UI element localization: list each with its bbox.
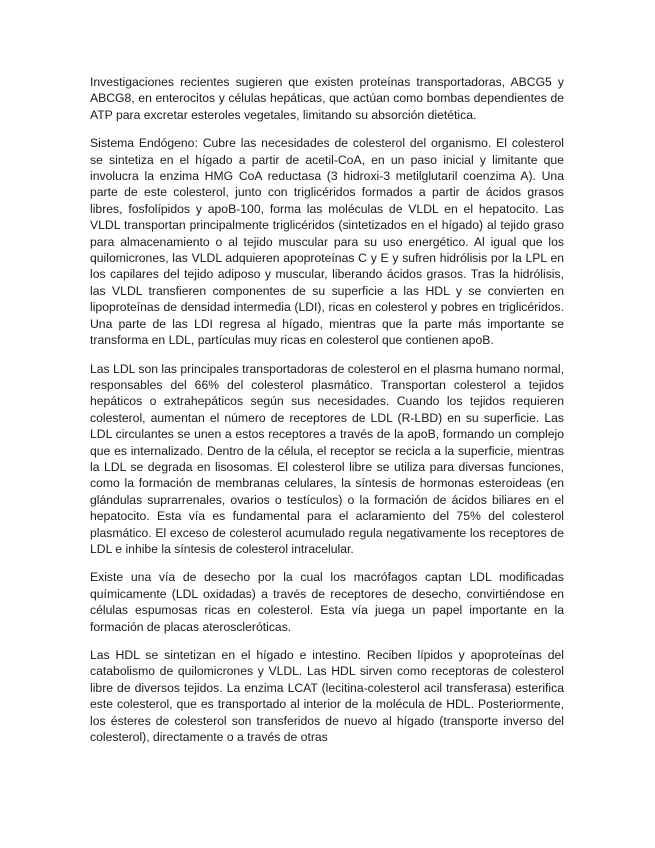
paragraph-hdl-synthesis: Las HDL se sintetizan en el hígado e intestino. Reciben lípidos y apoproteínas del catabolismo de quilomicrones y VLDL. Las HDL sirven como receptoras de colesterol libre de diversos tejidos. La enzima LCAT (lecitina-colesterol acil transferasa) esterifica este colesterol, que es transportado al interior de la molécula de HDL. Posteriormente, los ésteres de colesterol son transferidos de nuevo al hígado (transporte inverso del colesterol), directamente o a través de otras <box>90 648 564 745</box>
document-body <box>90 74 564 757</box>
paragraph-scavenger-pathway: Existe una vía de desecho por la cual los macrófagos captan LDL modificadas químicamente (LDL oxidadas) a través de receptores de desecho, convirtiéndose en células espumosas ricas en colesterol. Esta vía juega un papel importante en la formación de placas ateroscleróticas. <box>90 570 564 634</box>
paragraph-abcg-transporters: Investigaciones recientes sugieren que existen proteínas transportadoras, ABCG5 y ABCG8, en enterocitos y células hepáticas, que actúan como bombas dependientes de ATP para excretar esteroles vegetales, limitando su absorción dietética. <box>90 75 564 122</box>
paragraph-endogenous-system: Sistema Endógeno: Cubre las necesidades de colesterol del organismo. El colesterol se sintetiza en el hígado a partir de acetil-CoA, en un paso inicial y limitante que involucra la enzima HMG CoA reductasa (3 hidroxi-3 metilglutaril coenzima A). Una parte de este colesterol, junto con triglicéridos formados a partir de ácidos grasos libres, fosfolípidos y apoB-100, forma las moléculas de VLDL en el hepatocito. Las VLDL transportan principalmente triglicéridos (sintetizados en el hígado) al tejido graso para almacenamiento o al tejido muscular para su uso energético. Al igual que los quilomicrones, las VLDL adquieren apoproteínas C y E y sufren hidrólisis por la LPL en los capilares del tejido adiposo y muscular, liberando ácidos grasos. Tras la hidrólisis, las VLDL transfieren componentes de su superficie a las HDL y se convierten en lipoproteínas de densidad intermedia (LDI), ricas en colesterol y pobres en triglicéridos. Una parte de las LDI regresa al hígado, mientras que la parte más importante se transforma en LDL, partículas muy ricas en colesterol que contienen apoB. <box>90 136 564 348</box>
paragraph-ldl-transport: Las LDL son las principales transportadoras de colesterol en el plasma humano normal, responsables del 66% del colesterol plasmático. Transportan colesterol a tejidos hepáticos o extrahepáticos según sus necesidades. Cuando los tejidos requieren colesterol, aumentan el número de receptores de LDL (R-LBD) en su superficie. Las LDL circulantes se unen a estos receptores a través de la apoB, formando un complejo que es internalizado. Dentro de la célula, el receptor se recicla a la superficie, mientras la LDL se degrada en lisosomas. El colesterol libre se utiliza para diversas funciones, como la formación de membranas celulares, la síntesis de hormonas esteroideas (en glándulas suprarrenales, ovarios o testículos) o la formación de ácidos biliares en el hepatocito. Esta vía es fundamental para el aclaramiento del 75% del colesterol plasmático. El exceso de colesterol acumulado regula negativamente los receptores de LDL e inhibe la síntesis de colesterol intracelular. <box>90 361 564 556</box>
